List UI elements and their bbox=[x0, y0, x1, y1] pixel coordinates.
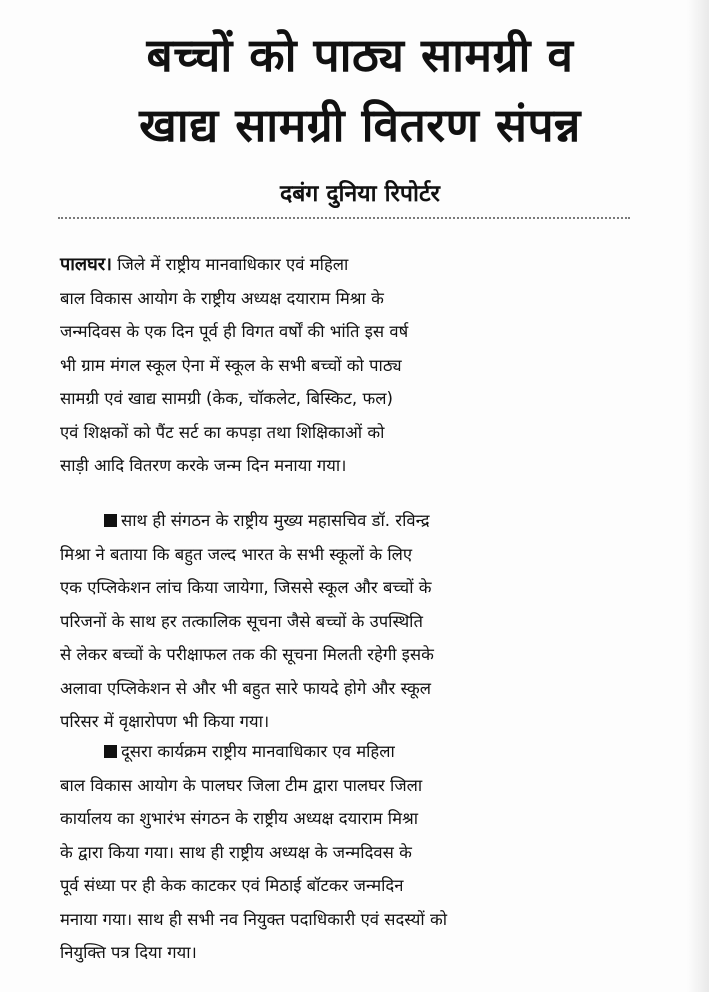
byline: दबंग दुनिया रिपोर्टर bbox=[280, 181, 440, 207]
page-edge-shadow bbox=[687, 0, 709, 992]
paragraph-1-text: जिले में राष्ट्रीय मानवाधिकार एवं महिला बाल विकास आयोग के राष्ट्रीय अध्यक्ष दयाराम मिश्रा के जन्मदिवस के एक दिन पूर्व ही विगत वर्षों की भांति इस वर्ष भी ग्राम मंगल स्कूल ऐना में स्कूल के सभी बच्चों को पाठ्य सामग्री एवं खाद्य सामग्री (केक, चॉकलेट, बिस्किट, फल) एवं शिक्षकों को पैंट सर्ट का कपड़ा तथा शिक्षिकाओं को साड़ी आदि वितरण करके जन्म दिन मनाया गया। bbox=[60, 255, 409, 475]
dateline: पालघर। bbox=[60, 254, 112, 275]
headline-line-1: बच्चों को पाठ्य सामग्री व bbox=[146, 28, 574, 82]
square-bullet-icon bbox=[104, 514, 117, 527]
article-paragraph-2 bbox=[60, 504, 640, 739]
article-paragraph-3 bbox=[60, 735, 640, 970]
headline bbox=[40, 20, 680, 160]
paragraph-3-text: दूसरा कार्यक्रम राष्ट्रीय मानवाधिकार एव महिला बाल विकास आयोग के पालघर जिला टीम द्वारा पालघर जिला कार्यालय का शुभारंभ संगठन के राष्ट्रीय अध्यक्ष दयाराम मिश्रा के द्वारा किया गया। साथ ही राष्ट्रीय अध्यक्ष के जन्मदिवस के पूर्व संध्या पर ही केक काटकर एवं मिठाई बॉटकर जन्मदिन मनाया गया। साथ ही सभी नव नियुक्त पदाधिकारी एवं सदस्यों को नियुक्ति पत्र दिया गया। bbox=[60, 742, 447, 962]
article-paragraph-1 bbox=[60, 248, 640, 483]
paragraph-2-text: साथ ही संगठन के राष्ट्रीय मुख्य महासचिव डॉ. रविन्द्र मिश्रा ने बताया कि बहुत जल्द भारत के सभी स्कूलों के लिए एक एप्लिकेशन लांच किया जायेगा, जिससे स्कूल और बच्चों के परिजनों के साथ हर तत्कालिक सूचना जैसे बच्चों के उपस्थिति से लेकर बच्चों के परीक्षाफल तक की सूचना मिलती रहेगी इसके अलावा एप्लिकेशन से और भी बहुत सारे फायदे होगे और स्कूल परिसर में वृक्षारोपण भी किया गया। bbox=[60, 511, 434, 731]
dotted-divider bbox=[58, 217, 630, 219]
headline-line-2: खाद्य सामग्री वितरण संपन्न bbox=[139, 98, 581, 152]
square-bullet-icon bbox=[104, 745, 117, 758]
